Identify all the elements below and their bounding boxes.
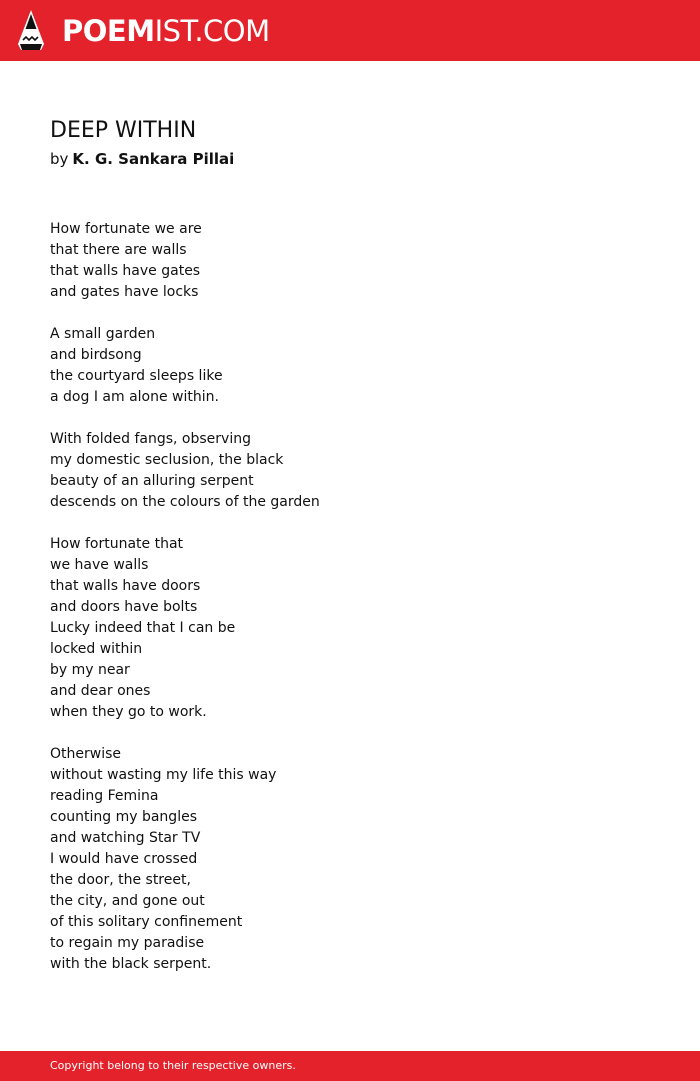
poem-stanza xyxy=(50,324,650,408)
poem-stanza xyxy=(50,534,650,723)
poem-stanza xyxy=(50,429,650,513)
poem-line: Lucky indeed that I can be xyxy=(50,620,236,636)
byline xyxy=(50,148,234,170)
poem-line: How fortunate that xyxy=(50,536,184,552)
poem-line: the courtyard sleeps like xyxy=(50,368,223,384)
site-header xyxy=(0,0,700,61)
poem-line: Otherwise xyxy=(50,746,121,762)
poem-title: DEEP WITHIN xyxy=(50,118,197,143)
poem-line: that there are walls xyxy=(50,242,187,258)
author-name: K. G. Sankara Pillai xyxy=(72,150,235,168)
poem-line: beauty of an alluring serpent xyxy=(50,473,254,489)
poem-line: that walls have doors xyxy=(50,578,201,594)
copyright-text: Copyright belong to their respective owners. xyxy=(50,1059,296,1072)
brand-light: IST.COM xyxy=(154,14,270,48)
poem-line: How fortunate we are xyxy=(50,221,202,237)
poem-line: the city, and gone out xyxy=(50,893,205,909)
pencil-tip-icon[interactable] xyxy=(17,9,45,51)
poem-line: counting my bangles xyxy=(50,809,197,825)
poem-line: and watching Star TV xyxy=(50,830,201,846)
poem-line: when they go to work. xyxy=(50,704,207,720)
poem-line: and doors have bolts xyxy=(50,599,198,615)
poem-stanza xyxy=(50,219,650,303)
poem-stanza xyxy=(50,744,650,975)
poem-line: and gates have locks xyxy=(50,284,199,300)
poem-line: A small garden xyxy=(50,326,156,342)
poem-line: to regain my paradise xyxy=(50,935,205,951)
poem-line: the door, the street, xyxy=(50,872,191,888)
poem-line: I would have crossed xyxy=(50,851,198,867)
site-logo-text[interactable] xyxy=(62,12,270,50)
poem-line: and birdsong xyxy=(50,347,142,363)
poem-line: With folded fangs, observing xyxy=(50,431,251,447)
poem-line: that walls have gates xyxy=(50,263,201,279)
poem-line: descends on the colours of the garden xyxy=(50,494,320,510)
brand-bold: POEM xyxy=(62,14,155,48)
poem-line: of this solitary confinement xyxy=(50,914,243,930)
poem-line: without wasting my life this way xyxy=(50,767,277,783)
poem-line: with the black serpent. xyxy=(50,956,212,972)
poem-line: reading Femina xyxy=(50,788,159,804)
site-footer xyxy=(0,1051,700,1081)
poem-line: locked within xyxy=(50,641,143,657)
by-label: by xyxy=(50,150,69,168)
poem-line: we have walls xyxy=(50,557,149,573)
poem-line: a dog I am alone within. xyxy=(50,389,219,405)
poem-line: my domestic seclusion, the black xyxy=(50,452,284,468)
poem-line: by my near xyxy=(50,662,130,678)
poem-body xyxy=(50,219,650,996)
poem-line: and dear ones xyxy=(50,683,151,699)
